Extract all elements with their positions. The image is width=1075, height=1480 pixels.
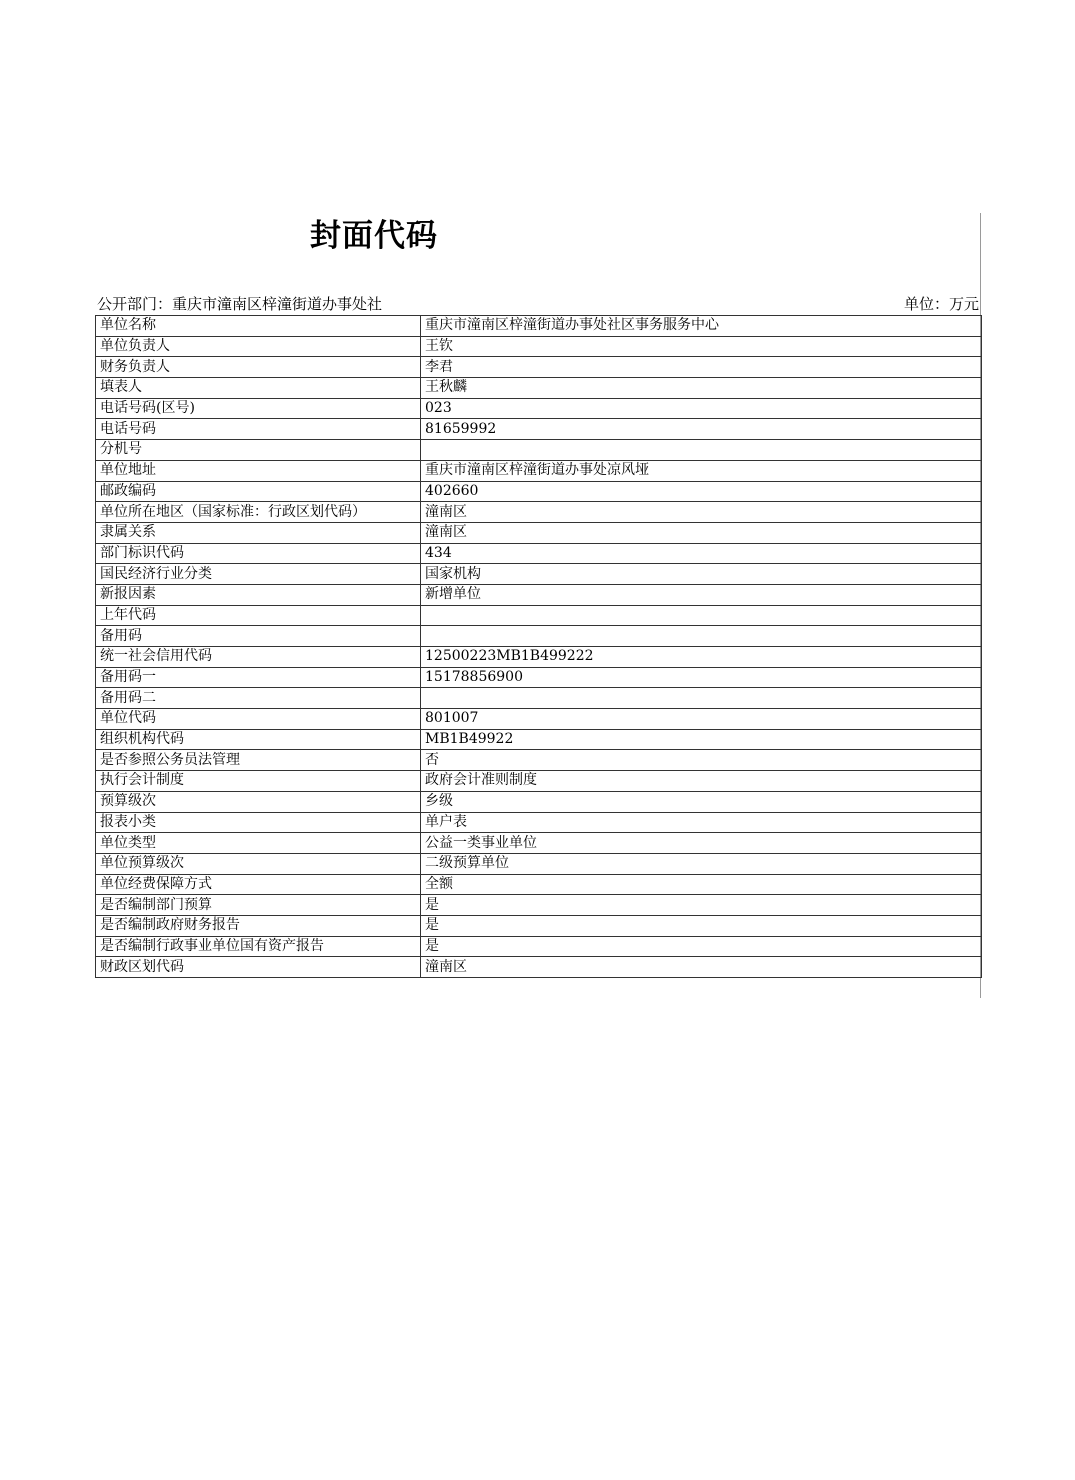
field-label: 预算级次 [96,791,421,812]
field-value: 402660 [421,481,982,502]
cover-code-table [95,315,982,978]
field-label: 单位所在地区（国家标准：行政区划代码） [96,502,421,523]
field-value: 023 [421,398,982,419]
field-value: 全额 [421,874,982,895]
table-row [96,709,982,730]
field-label: 组织机构代码 [96,729,421,750]
field-label: 电话号码(区号) [96,398,421,419]
field-label: 隶属关系 [96,522,421,543]
table-row [96,460,982,481]
table-row [96,584,982,605]
field-label: 邮政编码 [96,481,421,502]
field-label: 报表小类 [96,812,421,833]
field-label: 备用码一 [96,667,421,688]
table-row [96,522,982,543]
field-value [421,688,982,709]
field-label: 部门标识代码 [96,543,421,564]
field-label: 新报因素 [96,584,421,605]
field-label: 单位负责人 [96,336,421,357]
table-row [96,688,982,709]
table-row [96,957,982,978]
table-row [96,626,982,647]
table-row [96,729,982,750]
table-row [96,895,982,916]
table-row [96,667,982,688]
field-value: 否 [421,750,982,771]
field-label: 单位地址 [96,460,421,481]
field-label: 备用码二 [96,688,421,709]
field-value: 801007 [421,709,982,730]
field-label: 备用码 [96,626,421,647]
table-row [96,543,982,564]
field-label: 是否编制行政事业单位国有资产报告 [96,936,421,957]
field-label: 单位经费保障方式 [96,874,421,895]
table-row [96,647,982,668]
table-row [96,750,982,771]
unit-label: 单位：万元 [903,295,979,313]
field-value: 国家机构 [421,564,982,585]
field-label: 财务负责人 [96,357,421,378]
field-value: 12500223MB1B499222 [421,647,982,668]
field-value: 二级预算单位 [421,853,982,874]
field-label: 是否编制政府财务报告 [96,915,421,936]
field-label: 国民经济行业分类 [96,564,421,585]
field-label: 执行会计制度 [96,771,421,792]
field-value: 单户表 [421,812,982,833]
table-row [96,771,982,792]
table-row [96,605,982,626]
field-label: 分机号 [96,440,421,461]
table-row [96,853,982,874]
field-label: 单位名称 [96,316,421,337]
field-label: 是否编制部门预算 [96,895,421,916]
table-row [96,812,982,833]
table-row [96,357,982,378]
field-value: 434 [421,543,982,564]
field-value: 李君 [421,357,982,378]
department-label: 公开部门：重庆市潼南区梓潼街道办事处社 [97,295,383,313]
field-label: 单位代码 [96,709,421,730]
field-value: 王钦 [421,336,982,357]
field-label: 单位类型 [96,833,421,854]
table-row [96,419,982,440]
table-row [96,833,982,854]
field-label: 是否参照公务员法管理 [96,750,421,771]
field-value [421,626,982,647]
field-value [421,440,982,461]
table-row [96,316,982,337]
table-row [96,481,982,502]
field-value: 是 [421,936,982,957]
field-value: 乡级 [421,791,982,812]
table-row [96,440,982,461]
table-row [96,336,982,357]
table-body [96,316,982,978]
table-header-meta [97,294,979,314]
table-row [96,378,982,399]
table-row [96,874,982,895]
field-value: 潼南区 [421,522,982,543]
field-label: 上年代码 [96,605,421,626]
field-label: 统一社会信用代码 [96,647,421,668]
field-value: 81659992 [421,419,982,440]
field-value: MB1B49922 [421,729,982,750]
field-value: 是 [421,895,982,916]
table-row [96,564,982,585]
field-value: 重庆市潼南区梓潼街道办事处凉风垭 [421,460,982,481]
table-row [96,915,982,936]
field-label: 填表人 [96,378,421,399]
field-value: 新增单位 [421,584,982,605]
field-label: 单位预算级次 [96,853,421,874]
field-value: 重庆市潼南区梓潼街道办事处社区事务服务中心 [421,316,982,337]
table-row [96,398,982,419]
table-row [96,502,982,523]
field-label: 财政区划代码 [96,957,421,978]
field-value: 是 [421,915,982,936]
field-value: 王秋麟 [421,378,982,399]
field-value: 政府会计准则制度 [421,771,982,792]
field-value: 潼南区 [421,502,982,523]
table-row [96,791,982,812]
field-value [421,605,982,626]
field-value: 15178856900 [421,667,982,688]
field-value: 潼南区 [421,957,982,978]
page-title: 封面代码 [310,218,438,254]
table-row [96,936,982,957]
field-label: 电话号码 [96,419,421,440]
field-value: 公益一类事业单位 [421,833,982,854]
